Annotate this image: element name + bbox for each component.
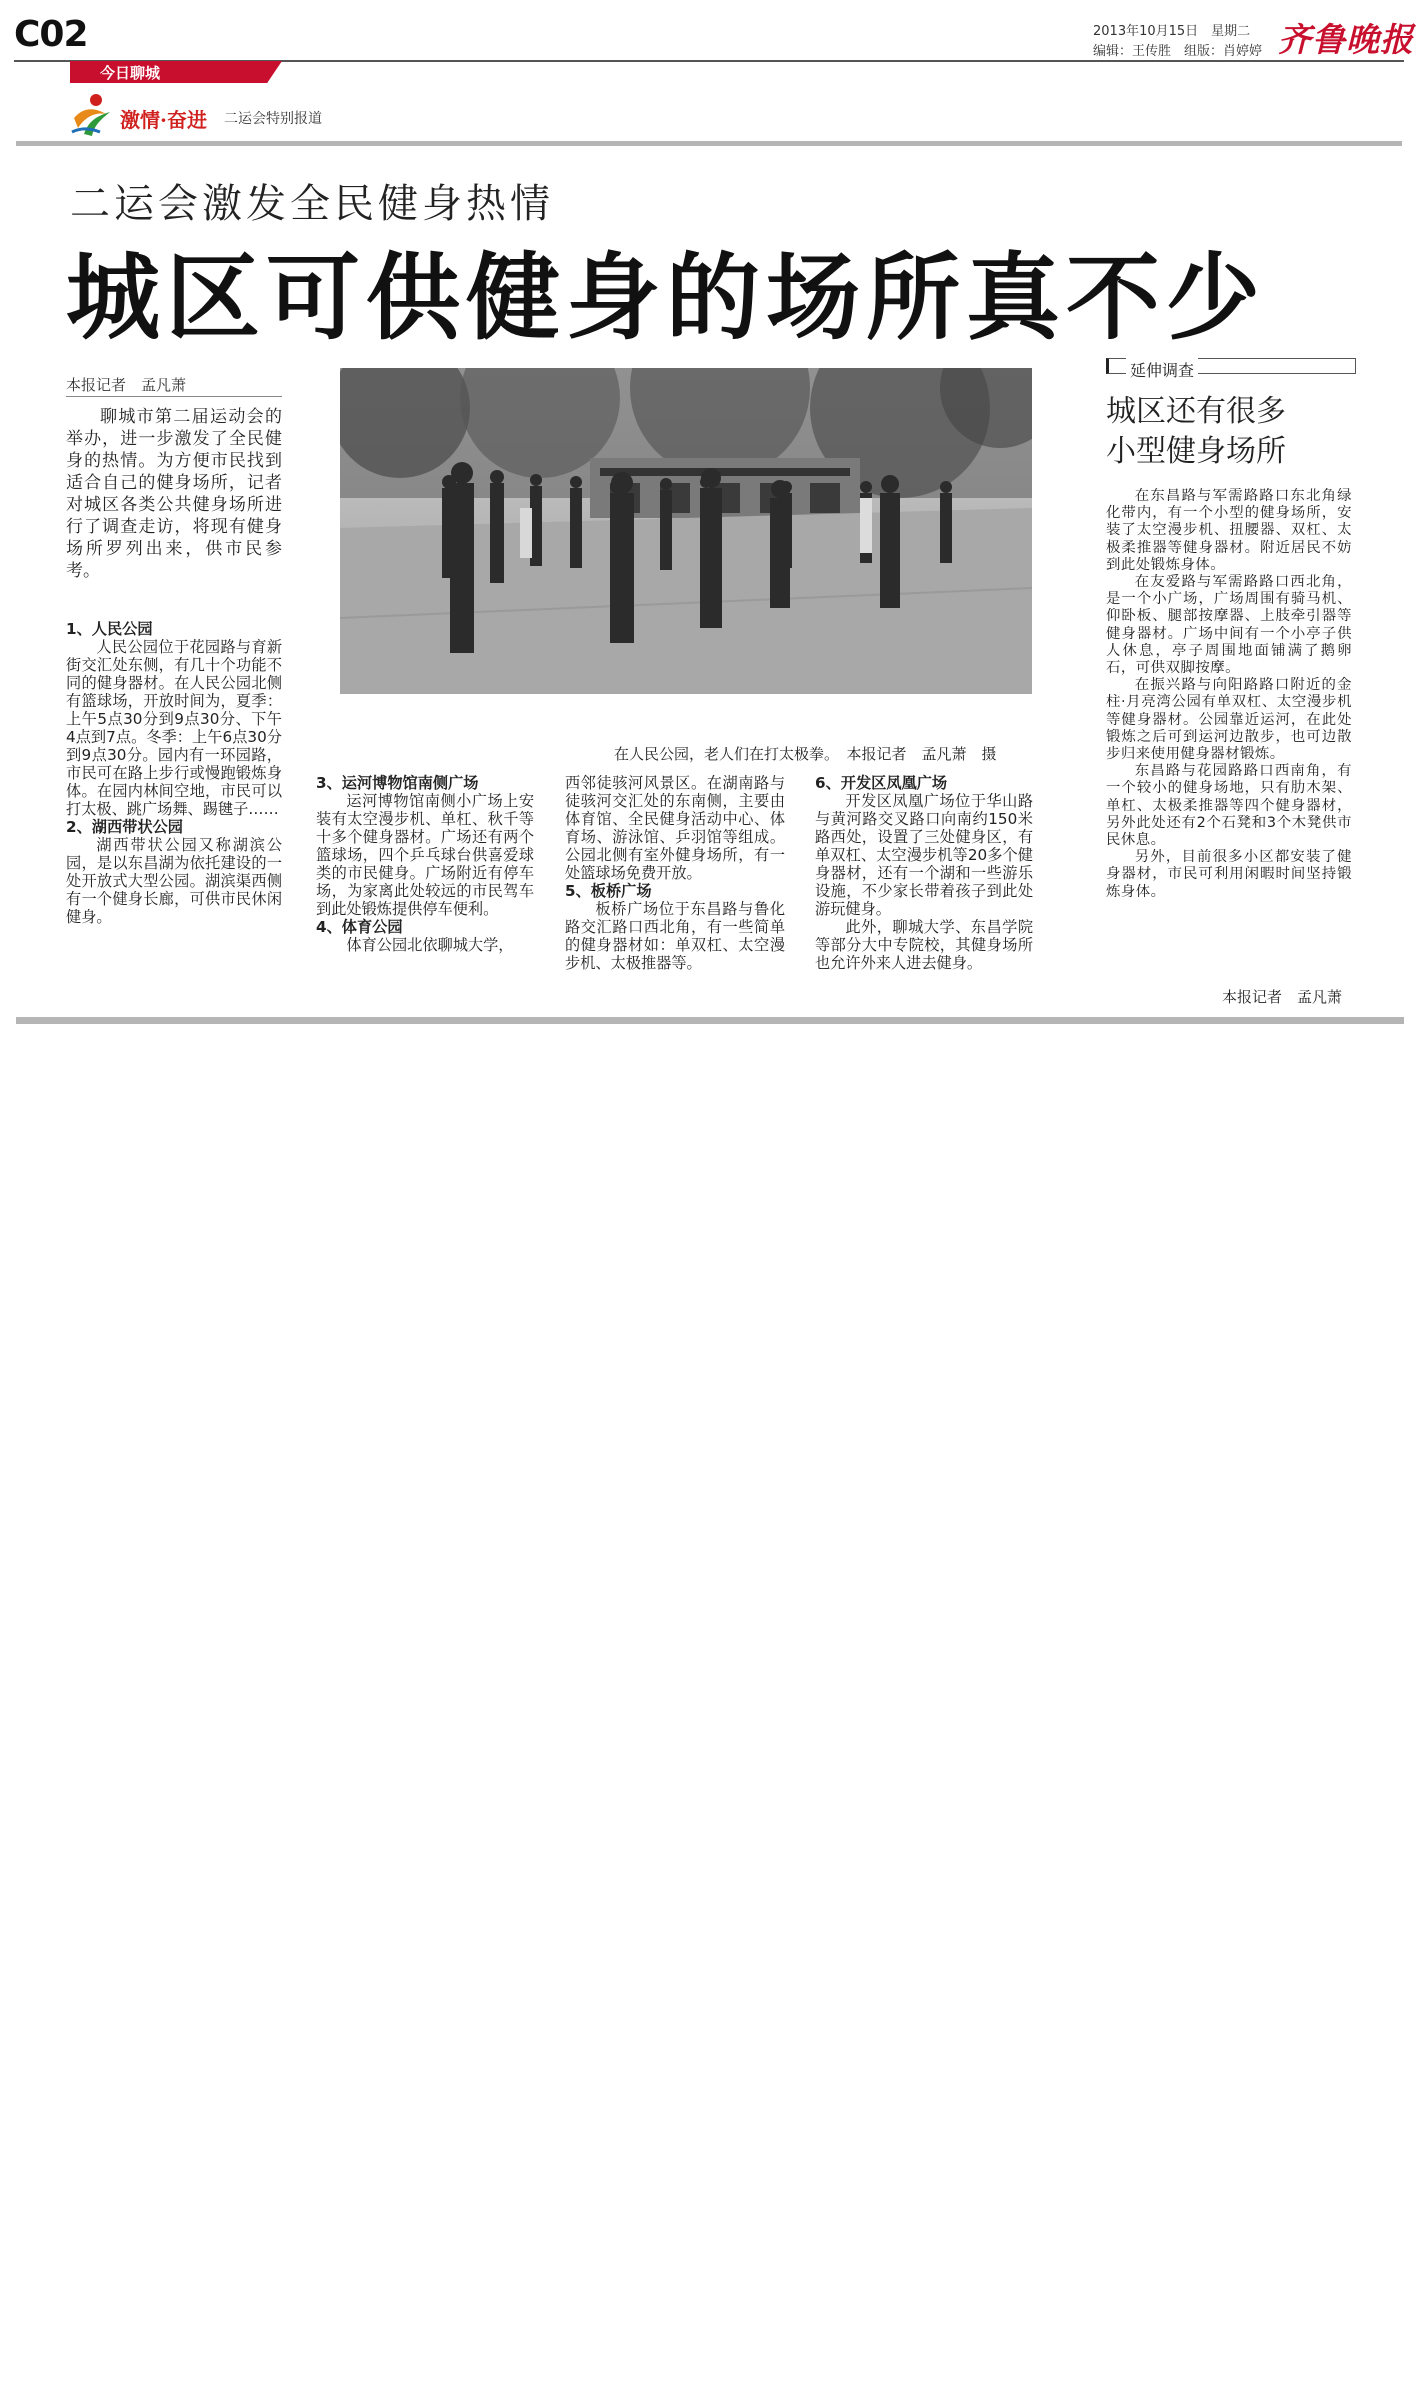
sidebar-paragraph-3: 在振兴路与向阳路路口附近的金柱·月亮湾公园有单双杠、太空漫步机等健身器材。公园靠近运河，在此处锻炼之后可到运河边散步，也可边散步归来使用健身器材锻炼。 xyxy=(1106,677,1352,763)
column-4 xyxy=(815,774,1033,972)
slogan-subtitle: 二运会特别报道 xyxy=(224,111,322,127)
slogan: 激情·奋进 xyxy=(120,108,207,132)
editors-line: 编辑：王传胜 组版：肖婷婷 xyxy=(1093,44,1263,59)
section-text-7: 此外，聊城大学、东昌学院等部分大中专院校，其健身场所也允许外来人进去健身。 xyxy=(815,918,1033,972)
article-lead xyxy=(66,406,282,582)
section-label: 今日聊城 xyxy=(100,64,161,82)
lead-paragraph: 聊城市第二届运动会的举办，进一步激发了全民健身的热情。为方便市民找到适合自己的健身场所，记者对城区各类公共健身场所进行了调查走访，将现有健身场所罗列出来，供市民参考。 xyxy=(66,407,282,581)
newspaper-masthead: 齐鲁晚报 xyxy=(1278,20,1414,59)
section-text-3: 运河博物馆南侧小广场上安装有太空漫步机、单杠、秋千等十多个健身器材。广场还有两个篮球场，四个乒乓球台供喜爱球类的市民健身。广场附近有停车场，为家离此处较远的市民驾车到此处锻炼提供停车便利。 xyxy=(316,792,534,918)
page-number: C02 xyxy=(14,14,88,55)
section-text-4: 体育公园北依聊城大学， xyxy=(346,936,514,954)
sidebar-title-line-2: 小型健身场所 xyxy=(1106,434,1286,469)
sidebar-title xyxy=(1106,392,1286,472)
column-3 xyxy=(565,774,785,972)
article-kicker: 二运会激发全民健身热情 xyxy=(70,181,554,227)
sidebar-tag: 延伸调查 xyxy=(1126,358,1198,381)
section-text-2: 湖西带状公园又称湖滨公园，是以东昌湖为依托建设的一处开放式大型公园。湖滨渠西侧有一个健身长廊，可供市民休闲健身。 xyxy=(66,836,282,926)
section-text-6: 开发区凤凰广场位于华山路与黄河路交叉路口向南约150米路西处，设置了三处健身区，有单双杠、太空漫步机等20多个健身器材，还有一个湖和一些游乐设施，不少家长带着孩子到此处游玩健身。 xyxy=(815,792,1033,918)
sidebar-paragraph-5: 另外，目前很多小区都安装了健身器材，市民可利用闲暇时间坚持锻炼身体。 xyxy=(1106,849,1352,900)
tai-chi-photo xyxy=(340,368,1032,694)
section-title-6: 6、开发区凤凰广场 xyxy=(815,774,948,792)
article-byline: 本报记者 孟凡萧 xyxy=(66,376,187,394)
section-text-1: 人民公园位于花园路与育新街交汇处东侧，有几十个功能不同的健身器材。在人民公园北侧有篮球场，开放时间为，夏季：上午5点30分到9点30分、下午4点到7点。冬季：上午6点30分到9点30分。园内有一环园路，市民可在路上步行或慢跑锻炼身体。在园内林间空地，市民可以打太极、跳广场舞、踢毽子…… xyxy=(66,638,282,818)
sidebar-title-line-1: 城区还有很多 xyxy=(1106,394,1286,429)
article-headline: 城区可供健身的场所真不少 xyxy=(66,244,1267,353)
section-title-3: 3、运河博物馆南侧广场 xyxy=(316,774,479,792)
sidebar-paragraph-2: 在友爱路与军需路路口西北角，是一个小广场，广场周围有骑马机、仰卧板、腿部按摩器、上肢牵引器等健身器材。广场中间有一个小亭子供人休息，亭子周围地面铺满了鹅卵石，可供双脚按摩。 xyxy=(1106,574,1352,677)
sidebar-body xyxy=(1106,488,1352,901)
column-1 xyxy=(66,620,282,926)
sidebar-paragraph-4: 东昌路与花园路路口西南角，有一个较小的健身场地，只有肋木架、单杠、太极柔推器等四个健身器材，另外此处还有2个石凳和3个木凳供市民休息。 xyxy=(1106,763,1352,849)
section-title-5: 5、板桥广场 xyxy=(565,882,652,900)
section-title-2: 2、湖西带状公园 xyxy=(66,818,183,836)
column-2 xyxy=(316,774,534,954)
games-logo-icon xyxy=(66,88,118,140)
byline-rule xyxy=(66,396,282,397)
section-title-1: 1、人民公园 xyxy=(66,620,153,638)
top-divider xyxy=(16,141,1402,146)
sidebar-signature: 本报记者 孟凡萧 xyxy=(1222,988,1343,1006)
bottom-divider xyxy=(16,1017,1404,1024)
issue-date: 2013年10月15日 星期二 xyxy=(1093,24,1251,39)
sidebar-paragraph-1: 在东昌路与军需路路口东北角绿化带内，有一个小型的健身场所，安装了太空漫步机、扭腰器、双杠、太极柔推器等健身器材。附近居民不妨到此处锻炼身体。 xyxy=(1106,488,1352,573)
section-text-5: 板桥广场位于东昌路与鲁化路交汇路口西北角，有一些简单的健身器材如：单双杠、太空漫步机、太极推器等。 xyxy=(565,900,785,972)
article-photo xyxy=(340,368,1032,694)
photo-caption: 在人民公园，老人们在打太极拳。 本报记者 孟凡萧 摄 xyxy=(614,745,997,763)
section-title-4: 4、体育公园 xyxy=(316,918,403,936)
section-text-4-continued: 西邻徒骇河风景区。在湖南路与徒骇河交汇处的东南侧，主要由体育馆、全民健身活动中心、体育场、游泳馆、乒羽馆等组成。公园北侧有室外健身场所，有一处篮球场免费开放。 xyxy=(565,774,785,882)
